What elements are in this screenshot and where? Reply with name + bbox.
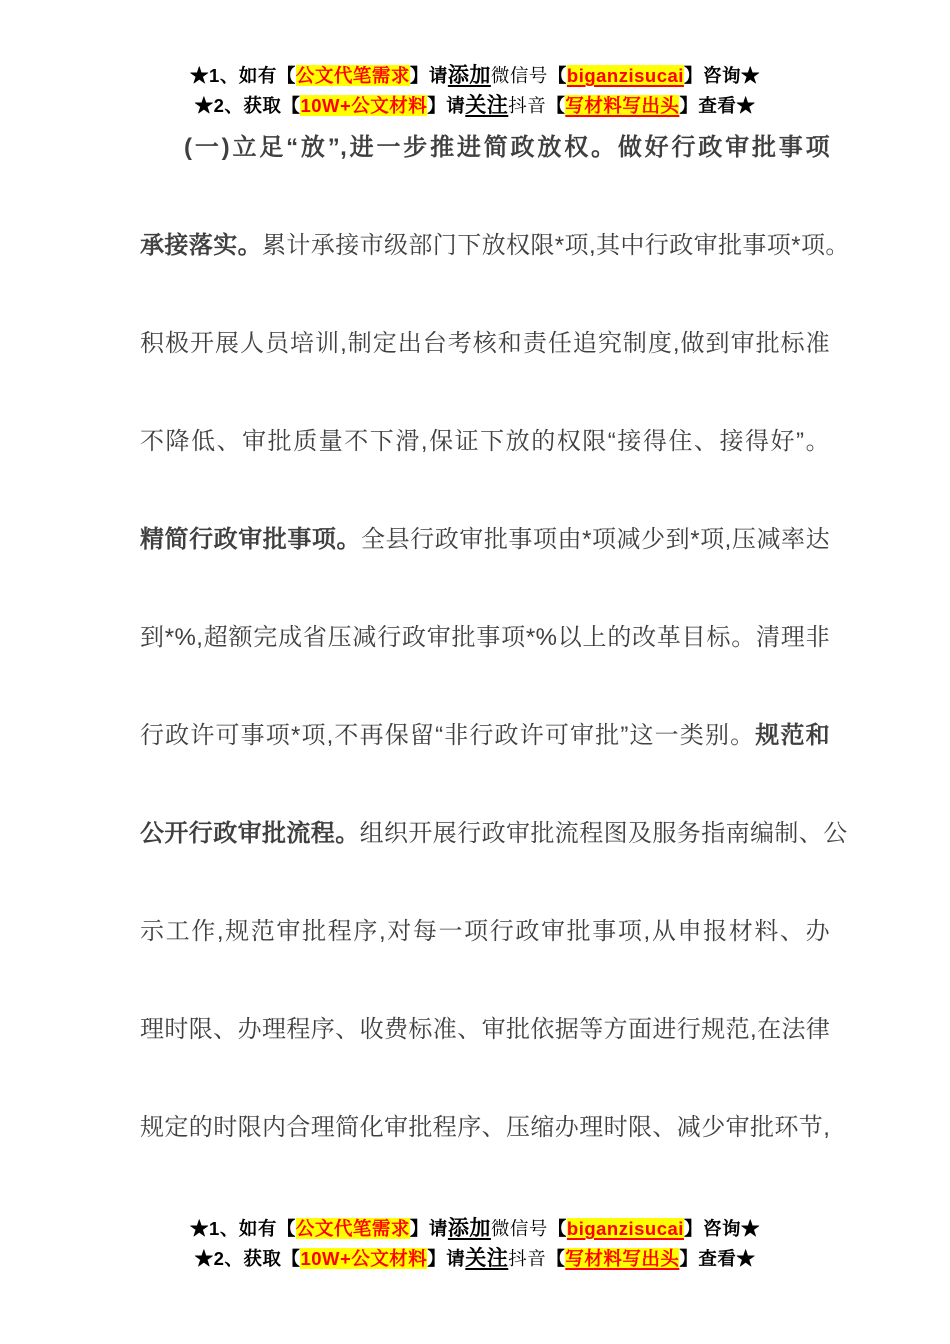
banner-line [0, 61, 950, 91]
banner-text: ★1、如有【 [190, 65, 296, 86]
highlight-materials: 10W+公文材料 [300, 95, 428, 116]
underline-add: 添加 [447, 1217, 491, 1240]
banner-text: 微信号 [490, 65, 548, 86]
highlight-service-need: 公文代笔需求 [295, 1218, 410, 1239]
body-text: 积极开展人员培训,制定出台考核和责任追究制度,做到审批标准 [140, 330, 830, 357]
wechat-id: biganzisucai [566, 1218, 684, 1239]
banner-line [0, 1214, 950, 1244]
body-text: 到*%,超额完成省压减行政审批事项*%以上的改革目标。清理非 [140, 624, 830, 651]
banner-text: 【 [546, 1248, 566, 1269]
body-line [140, 785, 848, 883]
banner-line [0, 1244, 950, 1274]
bold-lead: 公开行政审批流程。 [140, 820, 360, 847]
document-body [140, 99, 850, 1177]
body-line [140, 687, 830, 785]
banner-text: 】咨询★ [683, 1218, 760, 1239]
body-line [140, 393, 830, 491]
banner-text: ★2、获取【 [194, 95, 301, 116]
highlight-service-need: 公文代笔需求 [295, 65, 410, 86]
underline-follow: 关注 [465, 1247, 509, 1270]
body-text: 全县行政审批事项由*项减少到*项,压减率达 [361, 526, 830, 553]
banner-text: 【 [546, 95, 566, 116]
heading-text: (一)立足“放”,进一步推进简政放权。做好行政审批事项 [184, 134, 830, 161]
banner-text: 】查看★ [679, 95, 756, 116]
douyin-account: 写材料写出头 [565, 1248, 680, 1269]
banner-text: ★1、如有【 [190, 1218, 296, 1239]
body-text: 组织开展行政审批流程图及服务指南编制、公 [359, 820, 848, 847]
body-text: 规定的时限内合理简化审批程序、压缩办理时限、减少审批环节, [140, 1114, 831, 1141]
douyin-account: 写材料写出头 [565, 95, 680, 116]
bold-lead: 规范和 [755, 722, 830, 749]
banner-text: ★2、获取【 [194, 1248, 301, 1269]
body-text: 行政许可事项*项,不再保留“非行政许可审批”这一类别。 [140, 722, 756, 749]
body-line [140, 491, 830, 589]
body-text: 理时限、办理程序、收费标准、审批依据等方面进行规范,在法律 [140, 1016, 831, 1043]
bold-lead: 承接落实。 [140, 232, 262, 259]
banner-text: 微信号 [490, 1218, 548, 1239]
body-line [140, 589, 830, 687]
body-line [140, 883, 830, 981]
banner-text: 】请 [427, 95, 466, 116]
banner-text: 】查看★ [679, 1248, 756, 1269]
body-text: 不降低、审批质量不下滑,保证下放的权限“接得住、接得好”。 [140, 428, 830, 455]
body-text: 示工作,规范审批程序,对每一项行政审批事项,从申报材料、办 [140, 918, 830, 945]
banner-text: 】请 [427, 1248, 466, 1269]
banner-text: 抖音 [508, 95, 547, 116]
body-line [140, 295, 830, 393]
banner-text: 】请 [409, 65, 448, 86]
banner-text: 【 [547, 65, 567, 86]
body-line [140, 99, 830, 197]
body-line [140, 1079, 830, 1177]
banner-text: 【 [547, 1218, 567, 1239]
body-text: 累计承接市级部门下放权限*项,其中行政审批事项*项。 [262, 232, 850, 259]
bold-lead: 精简行政审批事项。 [140, 526, 362, 553]
body-line [140, 197, 850, 295]
footer-banner [0, 1214, 950, 1274]
highlight-materials: 10W+公文材料 [300, 1248, 428, 1269]
banner-text: 抖音 [508, 1248, 547, 1269]
underline-follow: 关注 [465, 94, 509, 117]
wechat-id: biganzisucai [566, 65, 684, 86]
banner-text: 】咨询★ [683, 65, 760, 86]
underline-add: 添加 [447, 64, 491, 87]
banner-text: 】请 [409, 1218, 448, 1239]
body-line [140, 981, 830, 1079]
